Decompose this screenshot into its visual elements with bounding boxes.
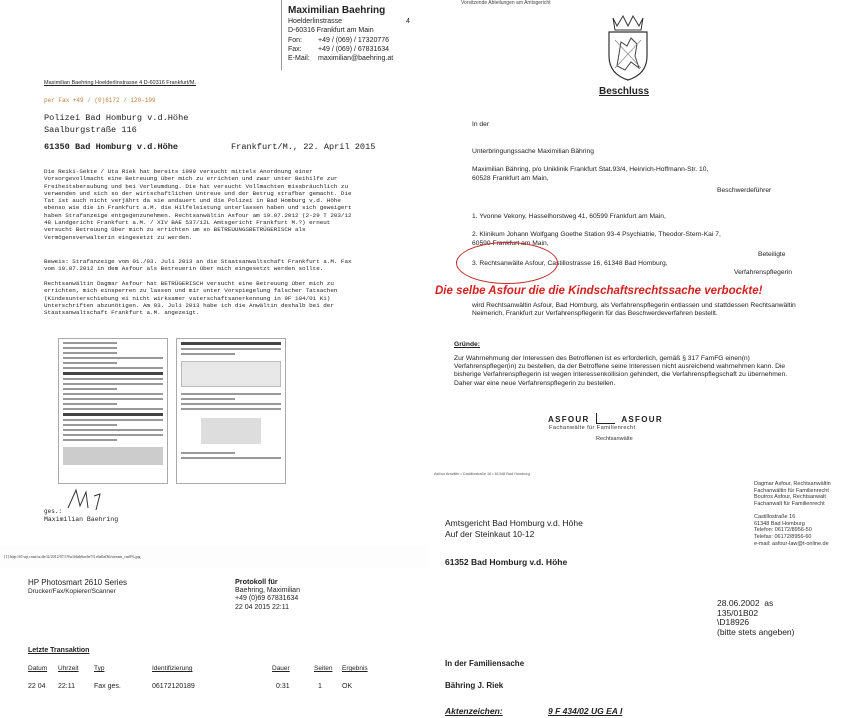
lawyer-sender-line: Asfour Anwälte • Castillostraße 16 • 61348 Bad Homburg	[434, 472, 530, 476]
decision-text: wird Rechtsanwältin Asfour, Bad Homburg, als Verfahrenspflegerin entlassen und stattdessen Rechtsanwältin Neimerich, Frankfurt zur Verfahrenspflegerin für das Beschwerdeverfahren bestellt.	[472, 302, 796, 318]
fax-label: Fax:	[288, 45, 302, 53]
reasons-heading: Gründe:	[454, 341, 481, 348]
fax-report-page	[0, 568, 428, 718]
fax-thumbnail-2-image	[181, 361, 281, 387]
ref-line: Telefon: 06172/8956-50	[754, 527, 812, 534]
court-address	[445, 518, 583, 540]
ref-line: Fachanwalt für Familienrecht	[754, 501, 825, 508]
file-number: 9 F 434/02 UG EA I	[548, 706, 623, 716]
sender-block	[288, 4, 410, 63]
greeting: ges.:	[44, 508, 63, 515]
letter-page	[0, 0, 428, 545]
case-type: Unterbringungssache Maximilian Bähring	[472, 148, 594, 155]
ref-line: 61348 Bad Homburg	[754, 520, 805, 527]
ref-line: Dagmar Asfour, Rechtsanwältin	[754, 481, 831, 487]
recipient-line1: Polizei Bad Homburg v.d.Höhe	[44, 113, 189, 123]
letter-ref1: 135/01B02	[717, 607, 759, 618]
firm-logo	[548, 413, 663, 424]
ref-line: Boutros Asfour, Rechtsanwalt	[754, 494, 826, 501]
col-seiten: Seiten	[314, 665, 333, 672]
recipient-zip-city: 61350 Bad Homburg v.d.Höhe	[44, 142, 179, 152]
paragraph-1: Die Reiki-Sekte / Uta Riek hat bereits 1999 versucht mittels Anordnung einer Vorsorgevollmacht eine Betreuung über mich zu errichten und zwar unter Beihilfe zur Freiheitsberaubung und bei Verleumdung. Die hat versucht Vollmachten missbräuchlich zu verwenden und sich so der wirtschaftlichen Untreue und der Betrug strafbar gemacht. Die Tat ist auch nicht verjährt da sie andauert und die Polizei in Bad Homburg v.d. Höhe ebenso wie die in Frankfurt a.M. die Hilfeleistung unterlassen haben und sich geweigert haben Strafanzeige entgegenzunehmen. Rechtsanwältin Asfour am 19.07.2012 (2-29 T 203/12 48 Landgericht Frankfurt a.M. / XIV BAE 537/12L Amtsgericht Frankfurt M.?) erneut versucht Betreuung über mich zu errichten um so BETREUUNGSBETRÜGERISCH als Vermögensverwalterin eingesetzt zu werden.	[44, 168, 352, 241]
firm-sub2: Rechtsanwälte	[596, 436, 633, 442]
protocol-number: +49 (0)69 67831634	[235, 595, 299, 603]
fax-device: HP Photosmart 2610 Series	[28, 578, 128, 587]
ref-line: Telefax: 06172/8956-60	[754, 533, 812, 540]
sender-street: Hoelderlinstrasse	[288, 18, 343, 25]
email-value: maximilian@baehring.at	[318, 55, 394, 63]
return-address: Maximilian Baehring Hoelderlinstrasse 4 D-60316 Frankfurt/M.	[44, 80, 196, 86]
col-typ: Typ	[94, 665, 105, 672]
col-identifizierung: Identifizierung	[152, 665, 193, 672]
protocol-block	[235, 578, 300, 612]
cell-seiten: 1	[318, 683, 322, 690]
cell-dauer: 0:31	[276, 683, 290, 690]
ref-line: e-mail: asfour-law@t-online.de	[754, 540, 829, 547]
party-3: 3. Rechtsanwälte Asfour, Castillostrasse 16, 61348 Bad Homburg,	[472, 260, 668, 267]
col-datum: Datum	[28, 665, 48, 672]
col-dauer: Dauer	[272, 665, 290, 672]
fon-value: +49 / (069) / 17320776	[318, 36, 390, 44]
cell-uhrzeit: 22:11	[58, 683, 75, 690]
signature-scrawl	[66, 486, 106, 512]
subject-role: Beschwerdeführer	[717, 187, 772, 194]
paragraph-3: Rechtsanwältin Dagmar Asfour hat BETRÜGERISCH versucht eine Betreuung über mich zu errichten, mich einsperren zu lassen und mir unter Vorspiegelung falscher Tatsachen (Kindesunterschiebung ei nicht wirksamer vaterschaftsanerkennung in 9F 104/01 Ki) Unterschriften abzunötigen. Am 03. Juli 2013 habe ich die Anwältin deshalb bei der Staatsanwaltschaft Frankfurt a.M. angezeigt.	[44, 280, 338, 317]
recipient-line2: Saalburgstraße 116	[44, 124, 137, 135]
col-uhrzeit: Uhrzeit	[58, 665, 79, 672]
letter-date: 28.06.2002	[717, 598, 760, 608]
letter-date-block	[717, 599, 795, 637]
fax-thumbnail-2-table	[201, 418, 261, 444]
in-der: In der	[472, 121, 490, 128]
letter-ref2: \D18926	[717, 617, 750, 627]
decision-title: Beschluss	[599, 86, 650, 97]
fax-value: +49 / (069) / 67831634	[318, 45, 390, 53]
sender-name: Maximilian Baehring	[288, 5, 386, 16]
subject-line1: Maximilian Bähring, p/o Uniklinik Frankfurt Stat.93/4, Heinrich-Hoffmann-Str. 10,	[472, 166, 709, 173]
signature-name: Maximilian Baehring	[44, 516, 119, 523]
firm-left: ASFOUR	[548, 415, 590, 424]
header-divider	[281, 0, 282, 70]
place-date: Frankfurt/M., 22. April 2015	[231, 142, 376, 152]
letter-date-as: as	[764, 598, 774, 608]
fax-device-sub: Drucker/Fax/Kopierer/Scanner	[28, 588, 116, 595]
court-line1: Amtsgericht Bad Homburg v.d. Höhe	[445, 518, 583, 528]
email-label: E-Mail:	[288, 55, 310, 63]
protocol-title: Protokoll für	[235, 577, 278, 586]
recipient-address	[44, 113, 188, 136]
protocol-datetime: 22 04 2015 22:11	[235, 603, 289, 611]
file-label: Aktenzeichen:	[445, 706, 503, 716]
fon-label: Fon:	[288, 36, 303, 44]
decision-top-line: Vorsitzende Abteilungen am Amtsgericht	[461, 0, 551, 6]
sender-city: D-60316 Frankfurt am Main	[288, 27, 374, 35]
source-url: [1] http://i0.wp.com/sz.de/i2/2012/07/19/u1fdab6ac6e7f1c6a0af36/stream_cm0%.jpg	[4, 554, 141, 559]
letter-ref3: (bitte stets angeben)	[717, 626, 795, 637]
party-2-line1: 2. Klinikum Johann Wolfgang Goethe Station 93-4 Psychiatrie, Theodor-Stern-Kai 7,	[472, 231, 721, 238]
sender-street-no: 4	[406, 18, 410, 25]
ref-line: Fachanwältin für Familienrecht	[754, 487, 829, 494]
lawyer-letter-page	[428, 468, 856, 718]
court-zip: 61352 Bad Homburg v.d. Höhe	[445, 557, 568, 567]
family-matter: In der Familiensache	[445, 659, 525, 668]
hesse-crest-icon	[603, 12, 653, 82]
party-role: Beteiligte	[758, 251, 786, 258]
party-3-role: Verfahrenspflegerin	[734, 269, 792, 276]
cell-identifizierung: 06172120189	[152, 683, 195, 690]
paragraph-2: Beweis: Strafanzeige vom 01./03. Juli 2013 an die Staatsanwaltschaft Frankfurt a.M. Fax vom 19.07.2012 in dem Asfour als Betreuerin über mich eingesetzt werden sollte.	[44, 258, 352, 273]
fax-thumbnail-1-image	[63, 447, 163, 465]
ref-line: Castillostraße 16	[754, 513, 796, 520]
court-line2: Auf der Steinkaut 10-12	[445, 529, 535, 539]
fax-thumbnail-2	[176, 338, 286, 484]
last-transaction-heading: Letzte Transaktion	[28, 647, 90, 654]
transaction-row	[28, 683, 408, 693]
cell-ergebnis: OK	[342, 683, 353, 690]
fax-thumbnail-1	[58, 338, 168, 484]
family-parties: Bähring J. Riek	[445, 681, 504, 690]
decision-page	[428, 0, 856, 468]
firm-sub: Fachanwälte für Familienrecht	[549, 425, 636, 431]
protocol-name: Baehring, Maximilian	[235, 586, 300, 594]
firm-right: ASFOUR	[621, 415, 663, 424]
firm-logo-mark	[596, 413, 615, 424]
transaction-columns	[28, 665, 408, 675]
fax-line: per Fax +49 / (0)6172 / 120-199	[44, 97, 156, 104]
lawyer-ref-block	[754, 481, 831, 547]
col-ergebnis: Ergebnis	[342, 665, 368, 672]
red-annotation: Die selbe Asfour die die Kindschaftsrechtssache verbockte!	[435, 285, 763, 297]
red-circle-annotation	[456, 242, 558, 284]
cell-datum: 22 04	[28, 683, 46, 690]
reasons-text: Zur Wahrnehmung der Interessen des Betroffenen ist es erforderlich, gemäß § 317 FamFG einen(n) Verfahrenspfleger(in) zu bestellen, da der Betroffene seine Interessen nicht ausreichend wahrnehmen kann. Die bisherige Verfahrenspflegerin ist wegen Interessenkollision gehindert, die Verfahrenspflegschaft zu übernehmen. Daher war eine neue Verfahrenspflegerin zu bestellen.	[454, 355, 788, 387]
cell-typ: Fax ges.	[94, 683, 121, 690]
party-2-line2: 60590 Frankfurt am Main,	[472, 240, 549, 247]
subject-line2: 60528 Frankfurt am Main,	[472, 175, 549, 182]
party-1: 1. Yvonne Vekony, Hasselhorstweg 41, 60599 Frankfurt am Main,	[472, 213, 666, 220]
